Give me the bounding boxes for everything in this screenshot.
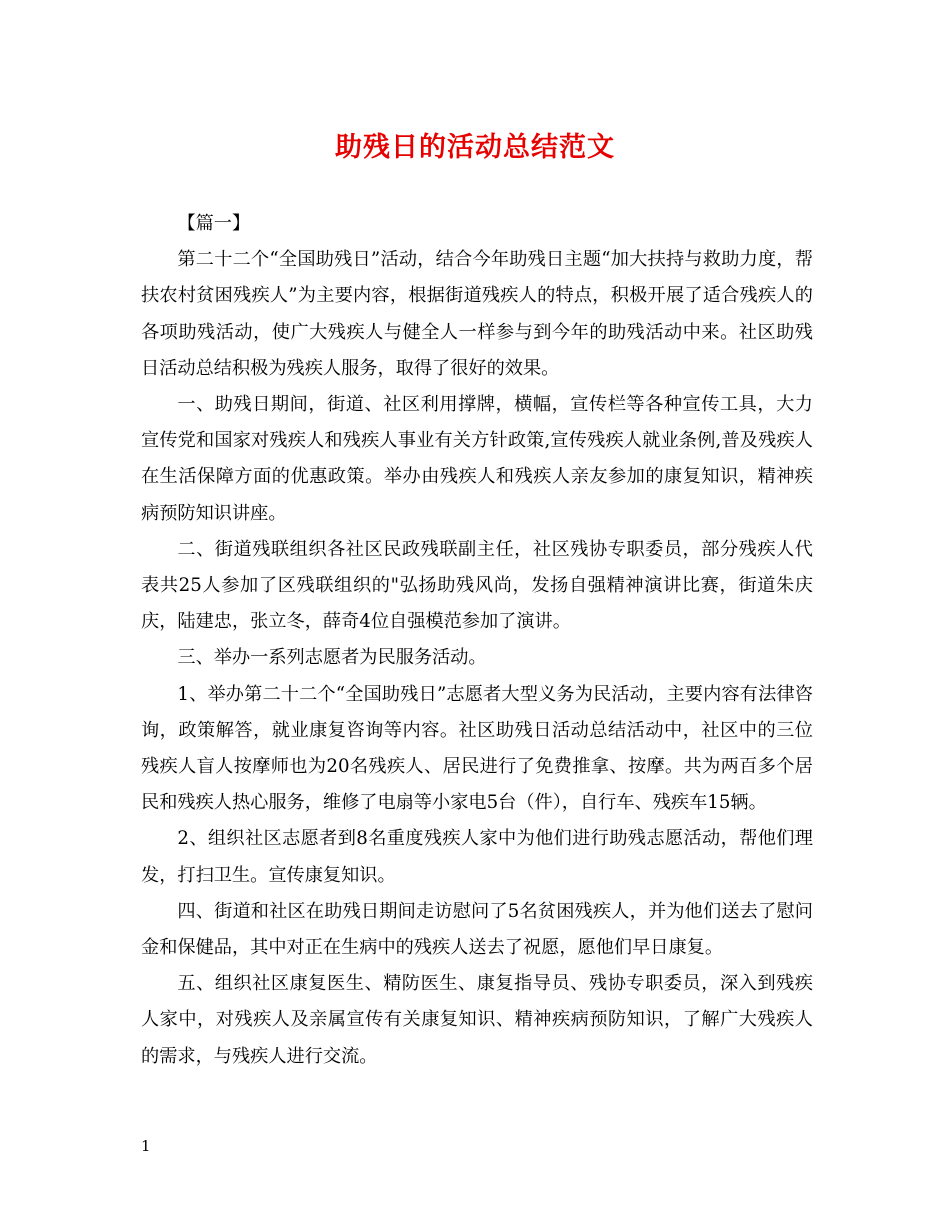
document-body — [141, 206, 813, 1075]
paragraph-item-3: 三、举办一系列志愿者为民服务活动。 — [177, 647, 487, 669]
paragraph-item-3-2: 2、组织社区志愿者到8名重度残疾人家中为他们进行助残志愿活动，帮他们理发，打扫卫生。宣传康复知识。 — [141, 828, 813, 886]
page-number: 1 — [141, 1137, 151, 1155]
paragraph-item-5: 五、组织社区康复医生、精防医生、康复指导员、残协专职委员，深入到残疾人家中，对残疾人及亲属宣传有关康复知识、精神疾病预防知识，了解广大残疾人的需求，与残疾人进行交流。 — [141, 973, 813, 1067]
paragraph-intro: 第二十二个“全国助残日”活动，结合今年助残日主题“加大扶持与救助力度，帮扶农村贫困残疾人”为主要内容，根据街道残疾人的特点，积极开展了适合残疾人的各项助残活动，使广大残疾人与健全人一样参与到今年的助残活动中来。社区助残日活动总结积极为残疾人服务，取得了很好的效果。 — [141, 249, 813, 379]
paragraph-item-3-1: 1、举办第二十二个“全国助残日”志愿者大型义务为民活动，主要内容有法律咨询，政策解答，就业康复咨询等内容。社区助残日活动总结活动中，社区中的三位残疾人盲人按摩师也为20名残疾人、居民进行了免费推拿、按摩。共为两百多个居民和残疾人热心服务，维修了电扇等小家电5台（件），自行车、残疾车15辆。 — [141, 683, 813, 814]
document-title: 助残日的活动总结范文 — [335, 132, 615, 163]
paragraph-item-2: 二、街道残联组织各社区民政残联副主任，社区残协专职委员，部分残疾人代表共25人参加了区残联组织的"弘扬助残风尚，发扬自强精神演讲比赛，街道朱庆庆，陆建忠，张立冬，薛奇4位自强模范参加了演讲。 — [141, 538, 813, 633]
paragraph-item-1: 一、助残日期间，街道、社区利用撑牌，横幅，宣传栏等各种宣传工具，大力宣传党和国家对残疾人和残疾人事业有关方针政策,宣传残疾人就业条例,普及残疾人在生活保障方面的优惠政策。举办由残疾人和残疾人亲友参加的康复知识，精神疾病预防知识讲座。 — [141, 394, 813, 524]
section-label: 【篇一】 — [177, 213, 251, 234]
paragraph-item-4: 四、街道和社区在助残日期间走访慰问了5名贫困残疾人，并为他们送去了慰问金和保健品，其中对正在生病中的残疾人送去了祝愿，愿他们早日康复。 — [141, 900, 813, 959]
